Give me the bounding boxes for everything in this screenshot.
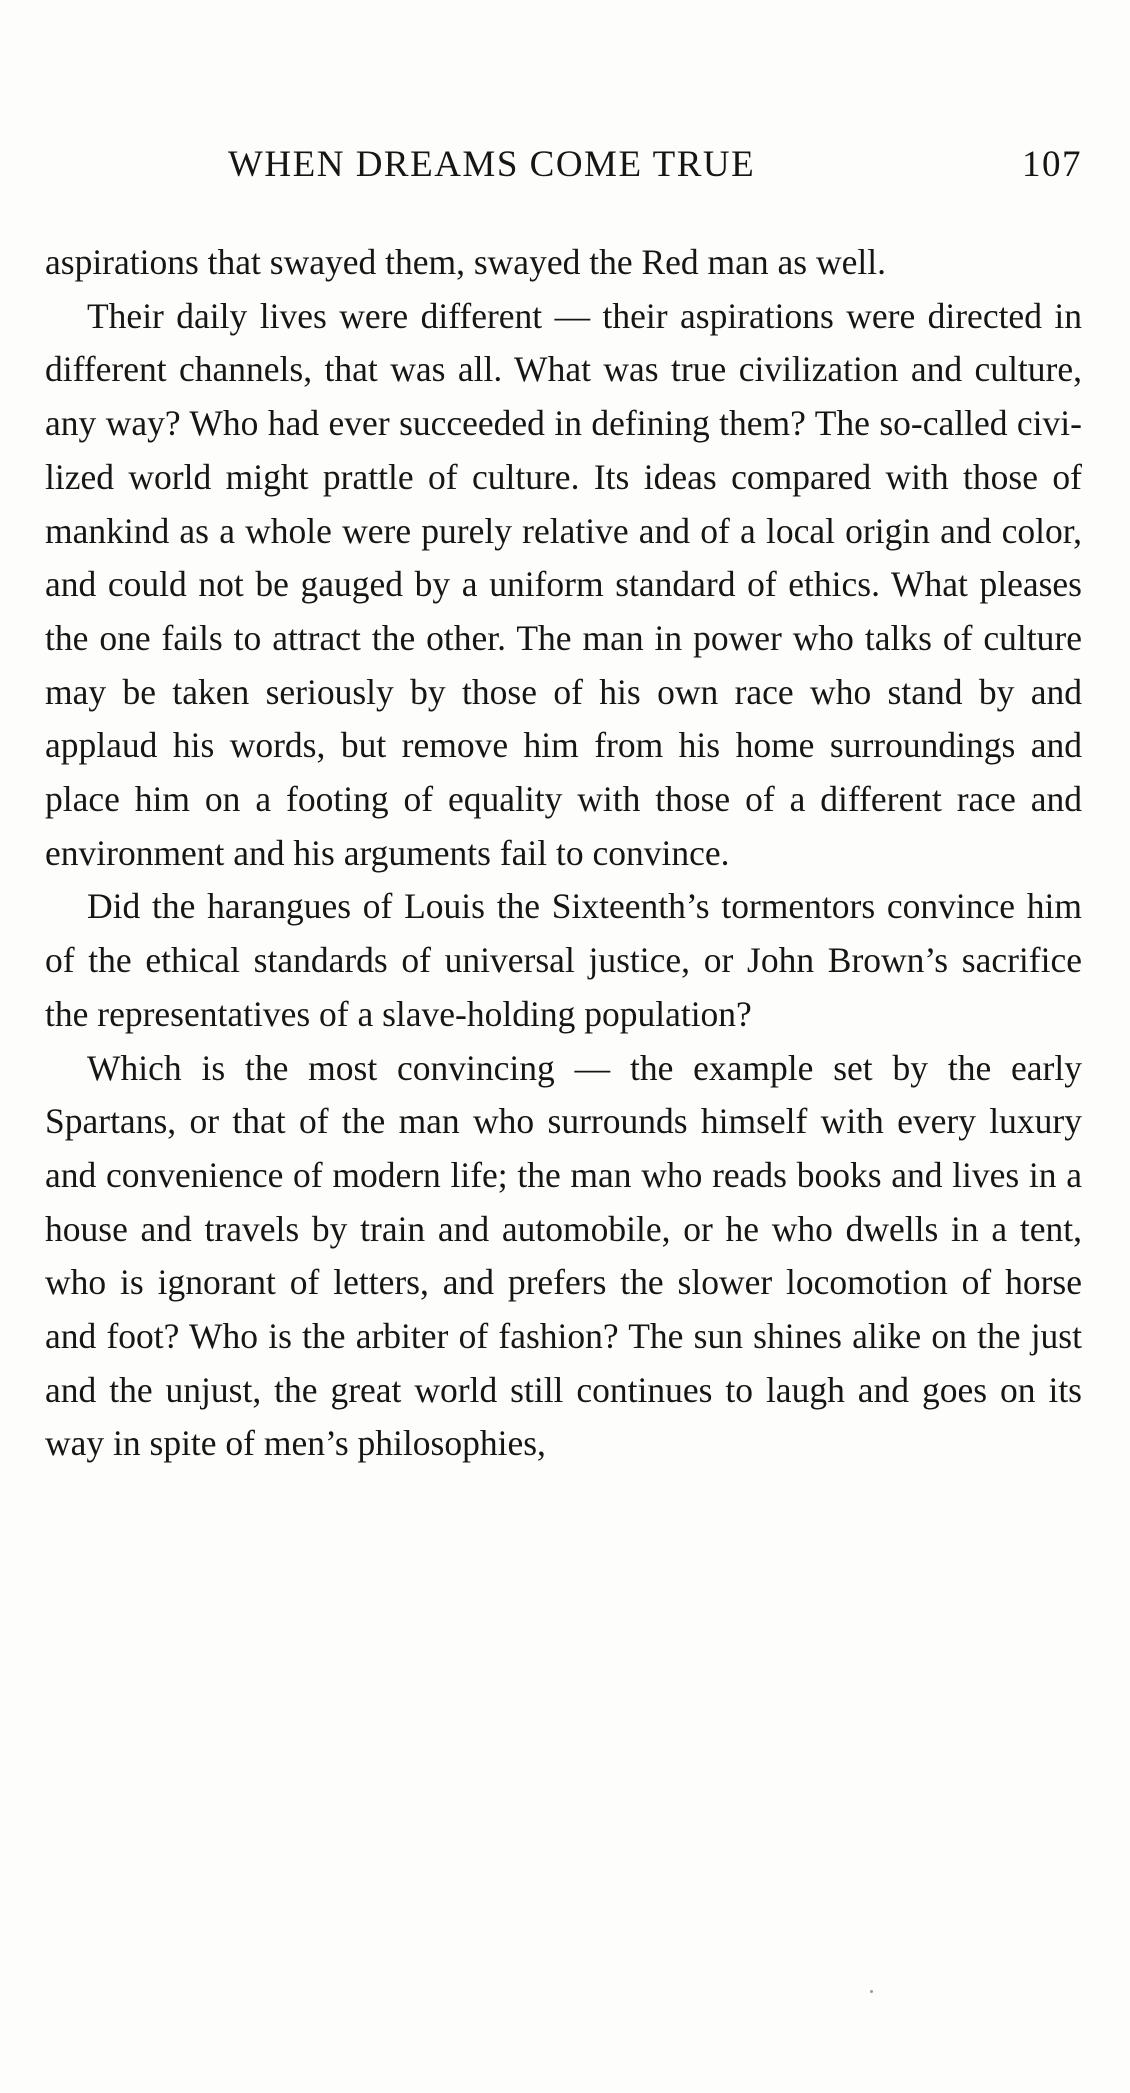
page-number: 107 bbox=[1022, 144, 1082, 185]
paragraph: Did the harangues of Louis the Sixteenth’s tormentors convince him of the ethical standards of universal justice, or John Brown’s sacrifice the representatives of a slave-holding population? bbox=[45, 886, 1082, 1034]
paragraph-continued: aspirations that swayed them, swayed the Red man as well. bbox=[45, 242, 886, 282]
running-title: WHEN DREAMS COME TRUE bbox=[228, 144, 756, 185]
running-head bbox=[45, 143, 1082, 199]
paper-speck bbox=[870, 1990, 873, 1993]
body-text bbox=[45, 236, 1082, 1471]
paragraph: Which is the most convincing — the example set by the early Spartans, or that of the man who surrounds himself with every luxury and convenience of modern life; the man who reads books and lives in a house and travels by train and automobile, or he who dwells in a tent, who is ignorant of letters, and prefers the slower locomotion of horse and foot? Who is the arbiter of fashion? The sun shines alike on the just and the unjust, the great world still continues to laugh and goes on its way in spite of men’s philosophies, bbox=[45, 1047, 1082, 1464]
paragraph: Their daily lives were different — their aspirations were directed in different channels, that was all. What was true civilization and culture, any way? Who had ever succeeded in defining them? The so-called civilized world might prattle of culture. Its ideas compared with those of mankind as a whole were purely relative and of a local origin and color, and could not be gauged by a uniform standard of ethics. What pleases the one fails to attract the other. The man in power who talks of culture may be taken seriously by those of his own race who stand by and applaud his words, but remove him from his home surroundings and place him on a footing of equality with those of a different race and environment and his arguments fail to convince. bbox=[45, 295, 1082, 873]
